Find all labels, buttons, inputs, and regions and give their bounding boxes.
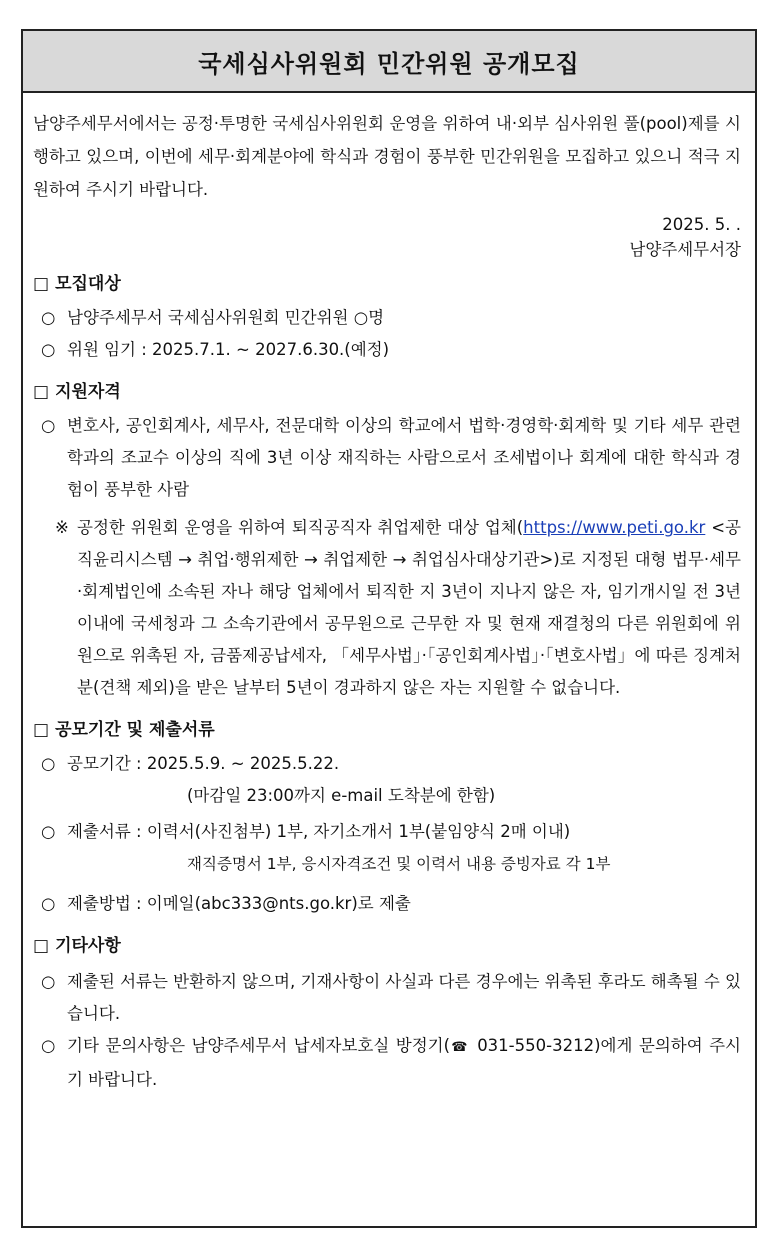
section-etc [33,932,741,960]
list-item [33,410,741,506]
contact-text-post: )에게 문의하여 주시기 바랍니다. [67,1036,741,1089]
bullet-icon: ○ [41,340,56,359]
phone-icon: ☎ [450,1040,469,1055]
peti-link[interactable]: https://www.peti.go.kr [523,518,706,537]
section-box-icon: □ [33,720,50,740]
list-item-text: 위원 임기 : 2025.7.1. ~ 2027.6.30.(예정) [67,340,390,359]
bullet-icon: ○ [41,972,56,991]
documents-value: 이력서(사진첨부) 1부, 자기소개서 1부(붙임양식 2매 이내) [146,822,571,841]
period-value: 2025.5.9. ~ 2025.5.22. [146,754,340,773]
documents-label: 제출서류 : [67,822,147,841]
intro-paragraph: 남양주세무서에서는 공정·투명한 국세심사위원회 운영을 위하여 내·외부 심사위원 풀(pool)제를 시행하고 있으며, 이번에 세무·회계분야에 학식과 경험이 풍부한 민간위원을 모집하고 있으니 적극 지원하여 주시기 바랍니다. [33,114,741,199]
submission-method: 제출방법 : 이메일(abc333@nts.go.kr)로 제출 [67,894,411,913]
section-title: 기타사항 [55,936,121,956]
bullet-icon: ○ [41,416,56,435]
section-box-icon: □ [33,936,50,956]
list-item [33,748,741,780]
section-title: 공모기간 및 제출서류 [55,720,215,740]
bullet-icon: ○ [41,308,56,327]
list-item-text: 제출된 서류는 반환하지 않으며, 기재사항이 사실과 다른 경우에는 위촉된 후라도 해촉될 수 있습니다. [67,972,741,1023]
reference-mark-icon: ※ [55,518,69,537]
notice-frame [21,29,757,1228]
list-item-text: 남양주세무서 국세심사위원회 민간위원 ○명 [67,308,385,327]
notice-date: 2025. 5. . [662,215,741,234]
section-box-icon: □ [33,382,50,402]
list-item [33,334,741,366]
list-item-text: 변호사, 공인회계사, 세무사, 전문대학 이상의 학교에서 법학·경영학·회계학 및 기타 세무 관련 학과의 조교수 이상의 직에 3년 이상 재직하는 사람으로서 조세법이나 회계에 대한 학식과 경험이 풍부한 사람 [67,416,741,499]
section-recruit-target [33,270,741,298]
bullet-icon: ○ [41,1036,56,1055]
notice-content [23,107,755,1096]
list-item [33,966,741,1030]
section-period-documents [33,716,741,744]
contact-text [67,1030,741,1096]
section-title: 지원자격 [55,382,121,402]
phone-number: 031-550-3212 [477,1036,595,1055]
list-item [33,302,741,334]
bullet-icon: ○ [41,754,56,773]
list-item [33,888,741,920]
signer: 남양주세무서장 [629,240,741,259]
bullet-icon: ○ [41,894,56,913]
bullet-icon: ○ [41,822,56,841]
section-qualification [33,378,741,406]
period-note: (마감일 23:00까지 e-mail 도착분에 한함) [187,786,496,805]
list-item [33,1030,741,1096]
list-item [33,816,741,848]
section-title: 모집대상 [55,274,121,294]
note-text-pre: 공정한 위원회 운영을 위하여 퇴직공직자 취업제한 대상 업체( [77,518,524,537]
section-box-icon: □ [33,274,50,294]
note-text [77,512,741,704]
documents-extra: 재직증명서 1부, 응시자격조건 및 이력서 내용 증빙자료 각 1부 [187,855,611,873]
contact-text-pre: 기타 문의사항은 남양주세무서 납세자보호실 방정기( [67,1036,451,1055]
period-label: 공모기간 : [67,754,147,773]
page-title: 국세심사위원회 민간위원 공개모집 [23,31,755,93]
restriction-note [55,512,741,704]
note-text-post: <공직윤리시스템 → 취업·행위제한 → 취업제한 → 취업심사대상기관>)로 지정된 대형 법무·세무·회계법인에 소속된 자나 해당 업체에서 퇴직한 지 3년이 지나지 않은 자, 임기개시일 전 3년 이내에 국세청과 그 소속기관에서 공무원으로 근무한 자 및 현재 재결청의 다른 위원회에 위원으로 위촉된 자, 금품제공납세자, 「세무사법」·「공인회계사법」·「변호사법」에 따른 징계처분(견책 제외)을 받은 날부터 5년이 경과하지 않은 자는 지원할 수 없습니다. [77,518,741,697]
